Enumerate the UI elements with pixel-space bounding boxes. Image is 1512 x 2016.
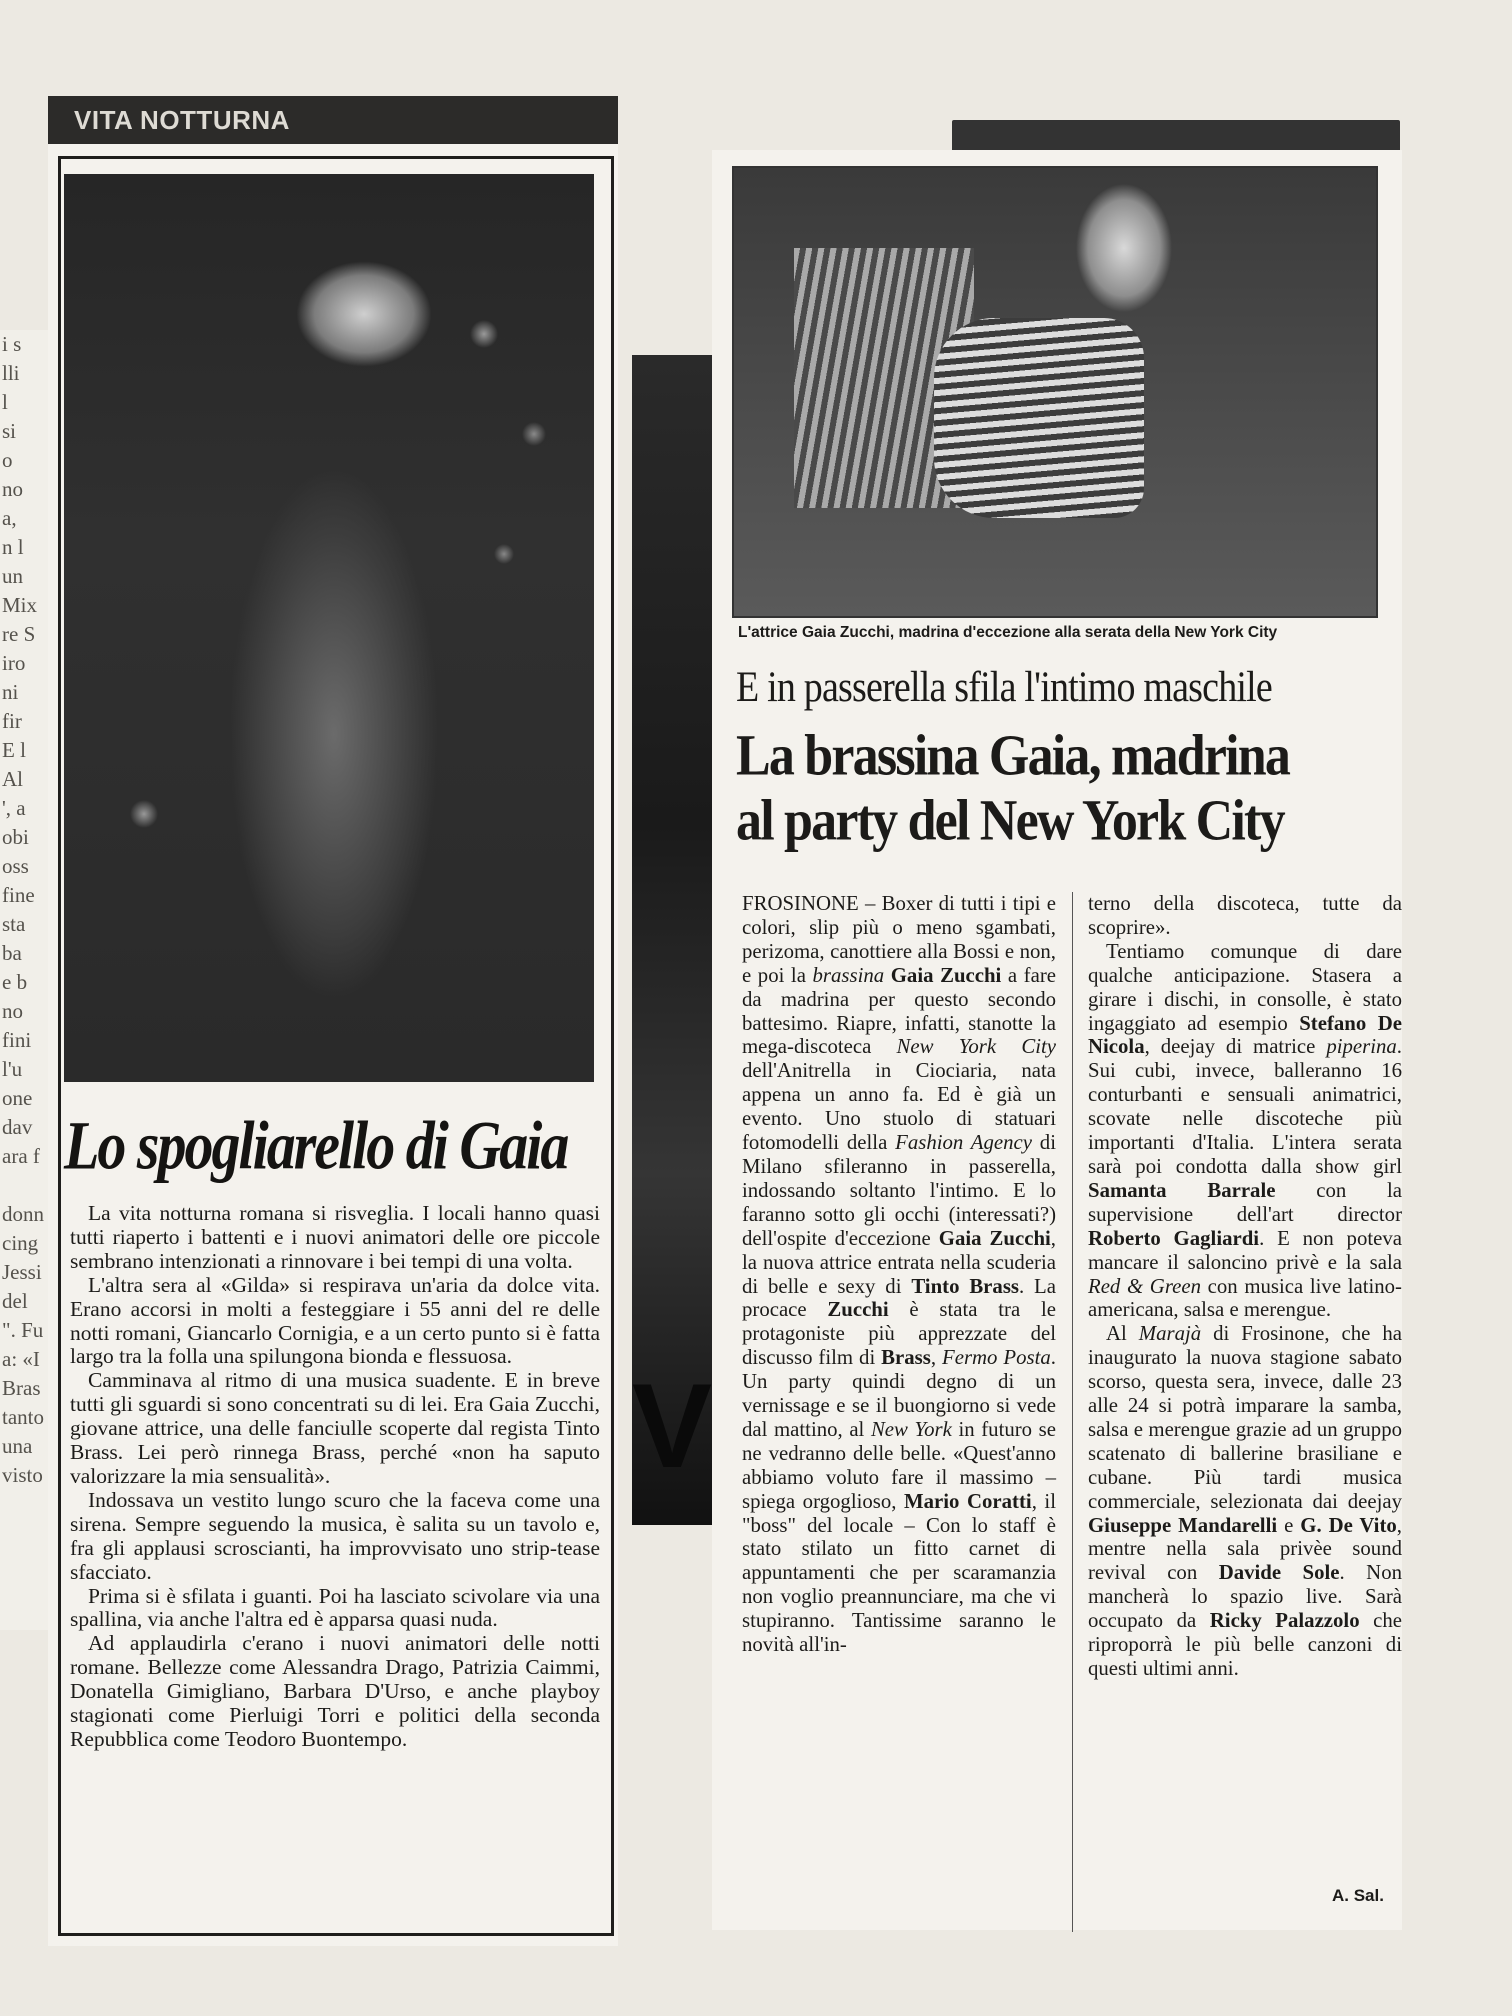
background-text-fragment: ". Fu xyxy=(2,1318,44,1342)
background-text-fragment: re S xyxy=(2,622,36,646)
background-text-fragment: del xyxy=(2,1289,28,1313)
background-text-fragment: a: «I xyxy=(2,1347,40,1371)
text-run: in futuro se ne vedranno delle belle. «Quest'anno abbiamo voluto fare il massimo – spiega orgoglioso, xyxy=(742,1417,1056,1513)
right-headline-line2: al party del New York City xyxy=(736,788,1284,853)
article-paragraph xyxy=(742,892,1056,1657)
text-run: con musica live latino-americana, salsa e merengue. xyxy=(1088,1274,1402,1322)
bold-name: Gaia Zucchi xyxy=(890,963,1002,987)
bold-name: Mario Coratti xyxy=(904,1489,1032,1513)
text-run: Tentiamo comunque di dare qualche anticipazione. Stasera a girare i dischi, in consolle, è stato ingaggiato ad esempio xyxy=(1088,939,1402,1035)
background-text-fragment: tanto xyxy=(2,1405,44,1429)
striped-dress-figure xyxy=(934,318,1144,518)
background-text-fragment: visto xyxy=(2,1463,43,1487)
text-run: . Sui cubi, invece, balleranno 16 conturbanti e sensuali animatrici, scovate nelle discoteche più importanti d'Italia. L'intera serata sarà poi condotta dalla show girl xyxy=(1088,1035,1402,1178)
article-column-2 xyxy=(1088,892,1402,1681)
background-text-fragment: Jessi xyxy=(2,1260,42,1284)
performer-photo xyxy=(64,174,594,1082)
text-run: Al xyxy=(1106,1322,1139,1346)
background-text-fragment: no xyxy=(2,477,23,501)
bold-name: Stefano De Nicola xyxy=(1088,1011,1402,1059)
text-run: che riproporrà le più belle canzoni di questi ultimi anni. xyxy=(1088,1609,1403,1680)
background-text-fragment: E l xyxy=(2,738,26,762)
background-text-fragment: no xyxy=(2,999,23,1023)
actress-photo xyxy=(732,166,1378,618)
background-text-fragment: una xyxy=(2,1434,33,1458)
background-text-fragment: dav xyxy=(2,1115,33,1139)
left-headline: Lo spogliarello di Gaia xyxy=(64,1107,568,1184)
background-text-fragment: n l xyxy=(2,535,24,559)
text-run: . Non mancherà lo spazio live. Sarà occupato da xyxy=(1088,1561,1402,1633)
background-text-fragment: Al xyxy=(2,767,23,791)
left-article-clipping xyxy=(48,96,618,1946)
bold-name: Davide Sole xyxy=(1218,1561,1340,1585)
background-text-fragment: iro xyxy=(2,651,26,675)
text-run: e xyxy=(1277,1513,1301,1537)
text-run: , mentre nella sala privèe sound revival con xyxy=(1088,1513,1402,1585)
background-text-fragment: donn xyxy=(2,1202,44,1226)
background-text-fragment: obi xyxy=(2,825,29,849)
bold-name: Brass xyxy=(881,1346,931,1370)
article-paragraph xyxy=(1088,892,1402,940)
background-text-fragment: a, xyxy=(2,506,17,530)
section-tag: VITA NOTTURNA xyxy=(48,96,618,144)
photo-caption: L'attrice Gaia Zucchi, madrina d'eccezione alla serata della New York City xyxy=(738,624,1278,641)
background-text-fragment: si xyxy=(2,419,17,443)
italic-term: piperina xyxy=(1326,1035,1397,1059)
background-text-fragment: oss xyxy=(2,854,29,878)
author-signature: A. Sal. xyxy=(1332,1886,1384,1905)
background-dark-photo xyxy=(632,355,722,1525)
text-run: FROSINONE – Boxer di tutti i tipi e colori, slip più o meno sgambati, perizoma, canottiere alla Bossi e non, e poi la xyxy=(742,892,1056,987)
column-divider xyxy=(1072,892,1073,1932)
italic-term: Fermo Posta xyxy=(942,1346,1051,1370)
left-paragraph: La vita notturna romana si risveglia. I locali hanno quasi tutti riaperto i battenti e i nuovi animatori delle ore piccole sembrano intenzionati a rinnovare i bei tempi di una volta. xyxy=(70,1201,600,1273)
background-big-letter: V xyxy=(632,1359,713,1493)
background-text-fragment: i s xyxy=(2,332,22,356)
background-text-fragment: fini xyxy=(2,1028,32,1052)
background-text-fragment: one xyxy=(2,1086,33,1110)
italic-term: Red & Green xyxy=(1088,1274,1201,1298)
text-run: dell'Anitrella in Ciociaria, nata appena un anno fa. Ed è già un evento. Uno stuolo di statuari fotomodelli della xyxy=(742,1059,1056,1155)
left-paragraph: Camminava al ritmo di una musica suadente. E in breve tutti gli sguardi si sono concentrati su di lei. Era Gaia Zucchi, giovane attrice, una delle fanciulle scoperte dal regista Tinto Brass. Lei però rinnega Brass, perché «non ha saputo valorizzare la mia sensualità». xyxy=(70,1368,600,1488)
background-text-fragment: lli xyxy=(2,361,20,385)
article-paragraph xyxy=(1088,940,1402,1323)
background-text-fragment: sta xyxy=(2,912,26,936)
text-run: . E non poteva mancare il saloncino privè e la sala xyxy=(1088,1226,1402,1274)
text-run: a fare da madrina per questo secondo battesimo. Riapre, infatti, stanotte la mega-discoteca xyxy=(742,963,1056,1059)
bold-name: Ricky Palazzolo xyxy=(1209,1609,1360,1633)
text-run: di Milano sfileranno in passerella, indossando soltanto l'intimo. E lo faranno sotto gli occhi (interessati?) dell'ospite d'eccezione xyxy=(742,1131,1056,1250)
bold-name: Gaia Zucchi xyxy=(938,1226,1051,1250)
background-text-fragment: e b xyxy=(2,970,28,994)
text-run: è stata tra le protagoniste più apprezzate del discusso film di xyxy=(742,1298,1056,1370)
background-text-fragment: Mix xyxy=(2,593,38,617)
background-text-fragment: l xyxy=(2,390,8,414)
text-run: terno della discoteca, tutte da scoprire». xyxy=(1088,892,1402,939)
bold-name: Roberto Gagliardi xyxy=(1088,1226,1260,1250)
italic-term: New York xyxy=(870,1417,952,1441)
bold-name: Samanta Barrale xyxy=(1088,1178,1276,1202)
bold-name: Giuseppe Mandarelli xyxy=(1088,1513,1278,1537)
article-paragraph xyxy=(1088,1322,1402,1681)
background-text-fragment: Bras xyxy=(2,1376,41,1400)
italic-term: brassina xyxy=(812,963,885,987)
left-article-body xyxy=(70,1202,600,1752)
background-text-fragment: ni xyxy=(2,680,19,704)
bold-name: Tinto Brass xyxy=(911,1274,1020,1298)
italic-term: Fashion Agency xyxy=(895,1131,1032,1155)
text-run: , il "boss" del locale – Con lo staff è stato stilato un fitto carnet di appuntamenti che per scaramanzia non voglio preannunciare, ma che vi stupiranno. Tantissime saranno le novità all'in- xyxy=(742,1489,1056,1657)
right-article-clipping xyxy=(712,150,1402,1930)
bold-name: G. De Vito xyxy=(1300,1513,1397,1537)
background-text-fragment: fir xyxy=(2,709,22,733)
text-run: . Un party quindi degno di un vernissage e se il buongiorno si vede dal mattino, al xyxy=(742,1346,1056,1441)
italic-term: New York City xyxy=(896,1035,1056,1059)
article-kicker: E in passerella sfila l'intimo maschile xyxy=(736,663,1272,712)
left-paragraph: Ad applaudirla c'erano i nuovi animatori delle notti romane. Bellezze come Alessandra Drago, Patrizia Caimmi, Donatella Gimigliano, Barbara D'Urso, e anche playboy stagionati come Pierluigi Torri e politici della seconda Repubblica come Teodoro Buontempo. xyxy=(70,1631,600,1751)
background-text-fragment: cing xyxy=(2,1231,39,1255)
left-paragraph: L'altra sera al «Gilda» si respirava un'aria da dolce vita. Erano accorsi in molti a festeggiare i 55 anni del re delle notti romani, Giancarlo Cornigia, e a un certo punto si è fatta largo tra la folla una spilungona bionda e flessuosa. xyxy=(70,1272,600,1369)
background-text-fragment: ara f xyxy=(2,1144,40,1168)
text-run xyxy=(884,964,891,987)
right-headline-line1: La brassina Gaia, madrina xyxy=(736,724,1290,788)
background-text-fragment: un xyxy=(2,564,23,588)
left-paragraph: Prima si è sfilata i guanti. Poi ha lasciato scivolare via una spallina, via anche l'altra ed è apparsa quasi nuda. xyxy=(70,1583,600,1632)
background-text-fragment: fine xyxy=(2,883,35,907)
text-run: con la supervisione dell'art director xyxy=(1088,1178,1402,1226)
right-headline xyxy=(736,724,1396,854)
italic-term: Marajà xyxy=(1138,1322,1202,1346)
background-text-fragment: ', a xyxy=(2,796,26,820)
background-text-fragment: ba xyxy=(2,941,22,965)
text-run: , la nuova attrice entrata nella scuderia di belle e sexy di xyxy=(742,1226,1056,1298)
text-run: di Frosinone, che ha inaugurato la nuova stagione sabato scorso, questa sera, invece, dalle 23 alle 24 si potrà imparare la samba, salsa e merengue grazie ad un gruppo scatenato di ballerine brasiliane e cubane. Più tardi musica commerciale, selezionata dai deejay xyxy=(1088,1322,1402,1513)
text-run: , deejay di matrice xyxy=(1144,1035,1327,1059)
bold-name: Zucchi xyxy=(827,1298,889,1322)
left-paragraph: Indossava un vestito lungo scuro che la faceva come una sirena. Sempre seguendo la musica, è salita su un tavolo e, fra gli applausi scroscianti, ha improvvisato uno strip-tease sfacciato. xyxy=(70,1487,600,1584)
background-text-fragment: o xyxy=(2,448,13,472)
text-run: , xyxy=(930,1346,943,1370)
article-column-1 xyxy=(742,892,1056,1657)
text-run: . La procace xyxy=(742,1274,1056,1322)
background-text-fragment: l'u xyxy=(2,1057,23,1081)
